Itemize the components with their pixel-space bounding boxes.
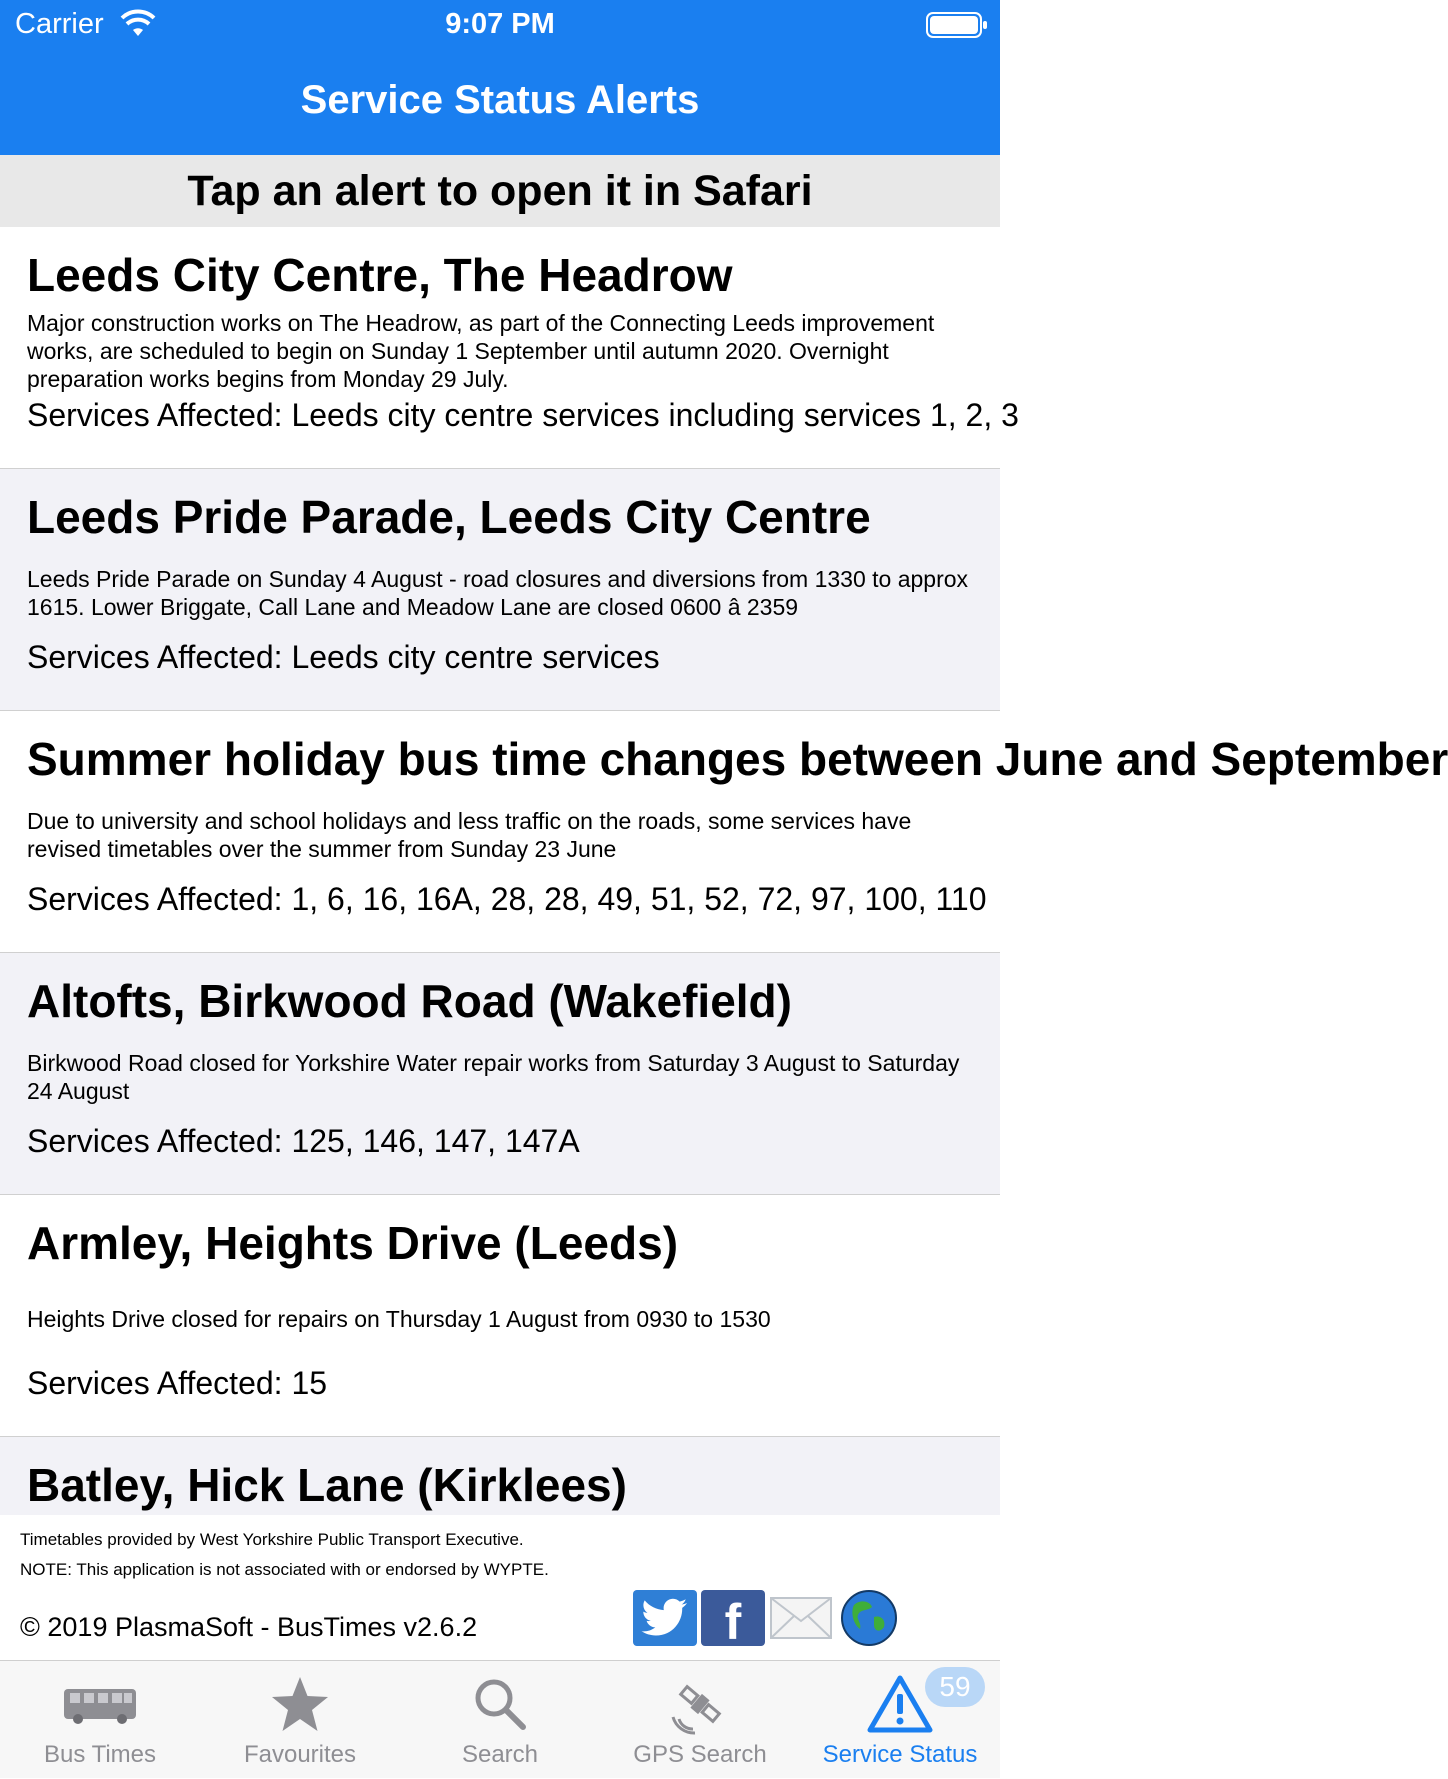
alert-item[interactable]: [0, 711, 1448, 953]
alert-title: Leeds City Centre, The Headrow: [27, 249, 733, 301]
carrier-label: Carrier: [15, 8, 104, 40]
alert-item[interactable]: [0, 469, 1000, 711]
twitter-icon[interactable]: [633, 1590, 697, 1646]
tab-bus-times[interactable]: [0, 1661, 200, 1779]
social-links: [633, 1590, 901, 1648]
tab-label: GPS Search: [633, 1741, 767, 1768]
alert-item[interactable]: [0, 953, 1000, 1195]
tab-label: Favourites: [243, 1741, 357, 1768]
alert-title: Summer holiday bus time changes between June and September: [27, 733, 1448, 785]
tab-favourites[interactable]: [200, 1661, 400, 1779]
copyright: © 2019 PlasmaSoft - BusTimes v2.6.2: [20, 1612, 478, 1642]
alert-item[interactable]: [0, 1195, 1000, 1437]
satellite-icon: [660, 1673, 740, 1735]
clock: 9:07 PM: [445, 8, 555, 40]
mail-icon[interactable]: [769, 1590, 833, 1646]
globe-icon[interactable]: [837, 1590, 901, 1646]
alert-description: Major construction works on The Headrow, as part of the Connecting Leeds improvement works, are scheduled to begin on Sunday 1 September until autumn 2020. Overnight preparation works begins from Monday 29 July.: [27, 310, 935, 392]
alerts-list[interactable]: [0, 227, 1448, 1515]
alert-title: Armley, Heights Drive (Leeds): [27, 1217, 679, 1269]
tab-gps-search[interactable]: [600, 1661, 800, 1779]
alert-title: Batley, Hick Lane (Kirklees): [27, 1459, 627, 1511]
tab-bar: [0, 1660, 1000, 1778]
alert-item[interactable]: [0, 227, 1019, 469]
bus-icon: [60, 1673, 140, 1735]
search-icon: [460, 1673, 540, 1735]
alert-title: Altofts, Birkwood Road (Wakefield): [27, 975, 792, 1027]
tab-label: Search: [461, 1741, 539, 1768]
tab-label: Bus Times: [43, 1741, 157, 1768]
footer: [0, 1515, 1000, 1660]
alert-title: Leeds Pride Parade, Leeds City Centre: [27, 491, 871, 543]
footer-disclaimer: NOTE: This application is not associated with or endorsed by WYPTE.: [20, 1560, 549, 1579]
facebook-icon[interactable]: f: [701, 1590, 765, 1646]
alert-description: Due to university and school holidays and less traffic on the roads, some services have revised timetables over the summer from Sunday 23 June: [27, 808, 912, 862]
header: [0, 0, 1000, 155]
alert-description: Heights Drive closed for repairs on Thursday 1 August from 0930 to 1530: [27, 1306, 771, 1332]
nav-title: Service Status Alerts: [300, 78, 700, 122]
alert-services: Services Affected: Leeds city centre services: [27, 639, 660, 675]
status-bar: [0, 0, 1000, 50]
alert-services: Services Affected: 1, 6, 16, 16A, 28, 28, 49, 51, 52, 72, 97, 100, 110: [27, 881, 987, 917]
alert-description: Leeds Pride Parade on Sunday 4 August - road closures and diversions from 1330 to approx 1615. Lower Briggate, Call Lane and Meadow Lane are closed 0600 â 2359: [27, 566, 969, 620]
battery-icon: [926, 12, 988, 38]
tab-search[interactable]: [400, 1661, 600, 1779]
footer-credit: Timetables provided by West Yorkshire Public Transport Executive.: [20, 1530, 524, 1549]
safari-hint-banner: Tap an alert to open it in Safari: [0, 155, 1000, 227]
alert-services: Services Affected: 15: [27, 1365, 328, 1401]
alert-services: Services Affected: Leeds city centre services including services 1, 2, 3: [27, 397, 1019, 433]
notification-badge: 59: [925, 1667, 985, 1707]
alert-services: Services Affected: 125, 146, 147, 147A: [27, 1123, 580, 1159]
star-icon: [260, 1673, 340, 1735]
tab-label: Service Status: [822, 1741, 978, 1768]
alert-description: Birkwood Road closed for Yorkshire Water repair works from Saturday 3 August to Saturday 24 August: [27, 1050, 960, 1104]
